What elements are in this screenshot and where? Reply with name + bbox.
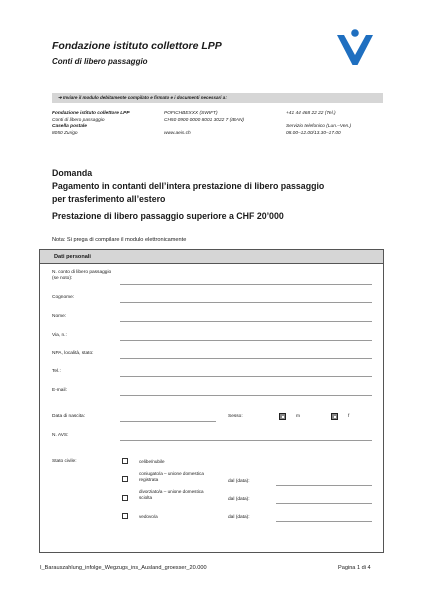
- service-hours-label: Servizio telefonico (Lun.–Ven.): [286, 124, 352, 130]
- title-line-4: Prestazione di libero passaggio superiore a CHF 20’000: [52, 211, 284, 221]
- birthdate-field[interactable]: [120, 421, 216, 422]
- org-name: Fondazione istituto collettore LPP: [52, 40, 222, 52]
- phone-number: +41 44 468 22 22 (Tel.): [286, 111, 336, 116]
- address-line: 8050 Zurigo: [52, 130, 78, 136]
- widowed-date-field[interactable]: [276, 521, 372, 522]
- address-line: Conti di libero passaggio: [52, 117, 105, 123]
- city-field[interactable]: [120, 358, 372, 359]
- city-label: NPA, località, stato:: [52, 351, 94, 356]
- civil-status-label: Stato civile:: [52, 459, 77, 464]
- footer-page-number: Pagina 1 di 4: [338, 565, 371, 571]
- email-label: E-mail:: [52, 388, 67, 393]
- email-field[interactable]: [120, 395, 372, 396]
- address-col-3: [286, 111, 351, 137]
- married-date-field[interactable]: [276, 485, 372, 486]
- foundation-logo-icon: [336, 29, 374, 67]
- civil-date-label: dal (data):: [228, 515, 250, 520]
- sex-f-checkbox[interactable]: [331, 413, 338, 420]
- name-field[interactable]: [120, 321, 372, 322]
- civil-option-label: divorziato/a – unione domestica sciolta: [139, 489, 204, 501]
- divorced-date-field[interactable]: [276, 503, 372, 504]
- tel-label: Tel.:: [52, 369, 61, 374]
- account-field[interactable]: [120, 284, 372, 285]
- title-line-2: Pagamento in contanti dell’intera prestazione di libero passaggio: [52, 181, 325, 191]
- surname-field[interactable]: [120, 302, 372, 303]
- swift-code: POFICHBEXXX (SWIFT): [164, 111, 218, 116]
- address-line: Casella postale: [52, 124, 87, 130]
- avs-label: N. AVS:: [52, 433, 69, 438]
- address-col-2: [164, 111, 244, 137]
- title-line-3: per trasferimento all’estero: [52, 194, 166, 204]
- civil-date-label: dal (data):: [228, 479, 250, 484]
- civil-option-label: coniugato/a – unione domestica registrata: [139, 471, 204, 483]
- footer-filename: I_Barauszahlung_infolge_Wegzugs_ins_Ausland_groesser_20.000: [40, 565, 207, 571]
- sex-f-label: f: [348, 414, 350, 419]
- civil-date-label: dal (data):: [228, 497, 250, 502]
- street-label: Via, n.:: [52, 333, 67, 338]
- service-hours: 08.00–12.00/13.30–17.00: [286, 130, 341, 136]
- iban-code: CH50 0900 0000 8001 3022 7 (IBAN): [164, 117, 245, 123]
- civil-divorced-checkbox[interactable]: [122, 495, 128, 501]
- address-col-1: [52, 111, 130, 137]
- street-field[interactable]: [120, 340, 372, 341]
- org-subtitle: Conti di libero passaggio: [52, 57, 148, 66]
- sex-m-label: m: [296, 414, 300, 419]
- avs-field[interactable]: [120, 440, 372, 441]
- civil-option-label: vedovo/a: [139, 514, 158, 519]
- title-line-1: Domanda: [52, 168, 93, 178]
- birthdate-label: Data di nascita:: [52, 414, 86, 419]
- address-line: Fondazione istituto collettore LPP: [52, 111, 130, 116]
- account-label: N. conto di libero passaggio (se noto):: [52, 270, 112, 282]
- tel-field[interactable]: [120, 376, 372, 377]
- sex-m-checkbox[interactable]: [279, 413, 286, 420]
- civil-option-label: celibe/nubile: [139, 459, 165, 464]
- civil-single-checkbox[interactable]: [122, 458, 128, 464]
- civil-widowed-checkbox[interactable]: [122, 513, 128, 519]
- name-label: Nome:: [52, 314, 67, 319]
- sex-label: Sesso:: [228, 414, 243, 419]
- surname-label: Cognome:: [52, 295, 75, 300]
- form-section-title: Dati personali: [40, 250, 383, 264]
- civil-married-checkbox[interactable]: [122, 476, 128, 482]
- website-link[interactable]: www.aeis.ch: [164, 130, 191, 136]
- form-note: Nota: Si prega di compilare il modulo elettronicamente: [52, 237, 187, 243]
- instruction-bar: ➔ Inviare il modulo debitamente compilato e firmato e i documenti necessari a:: [52, 93, 383, 103]
